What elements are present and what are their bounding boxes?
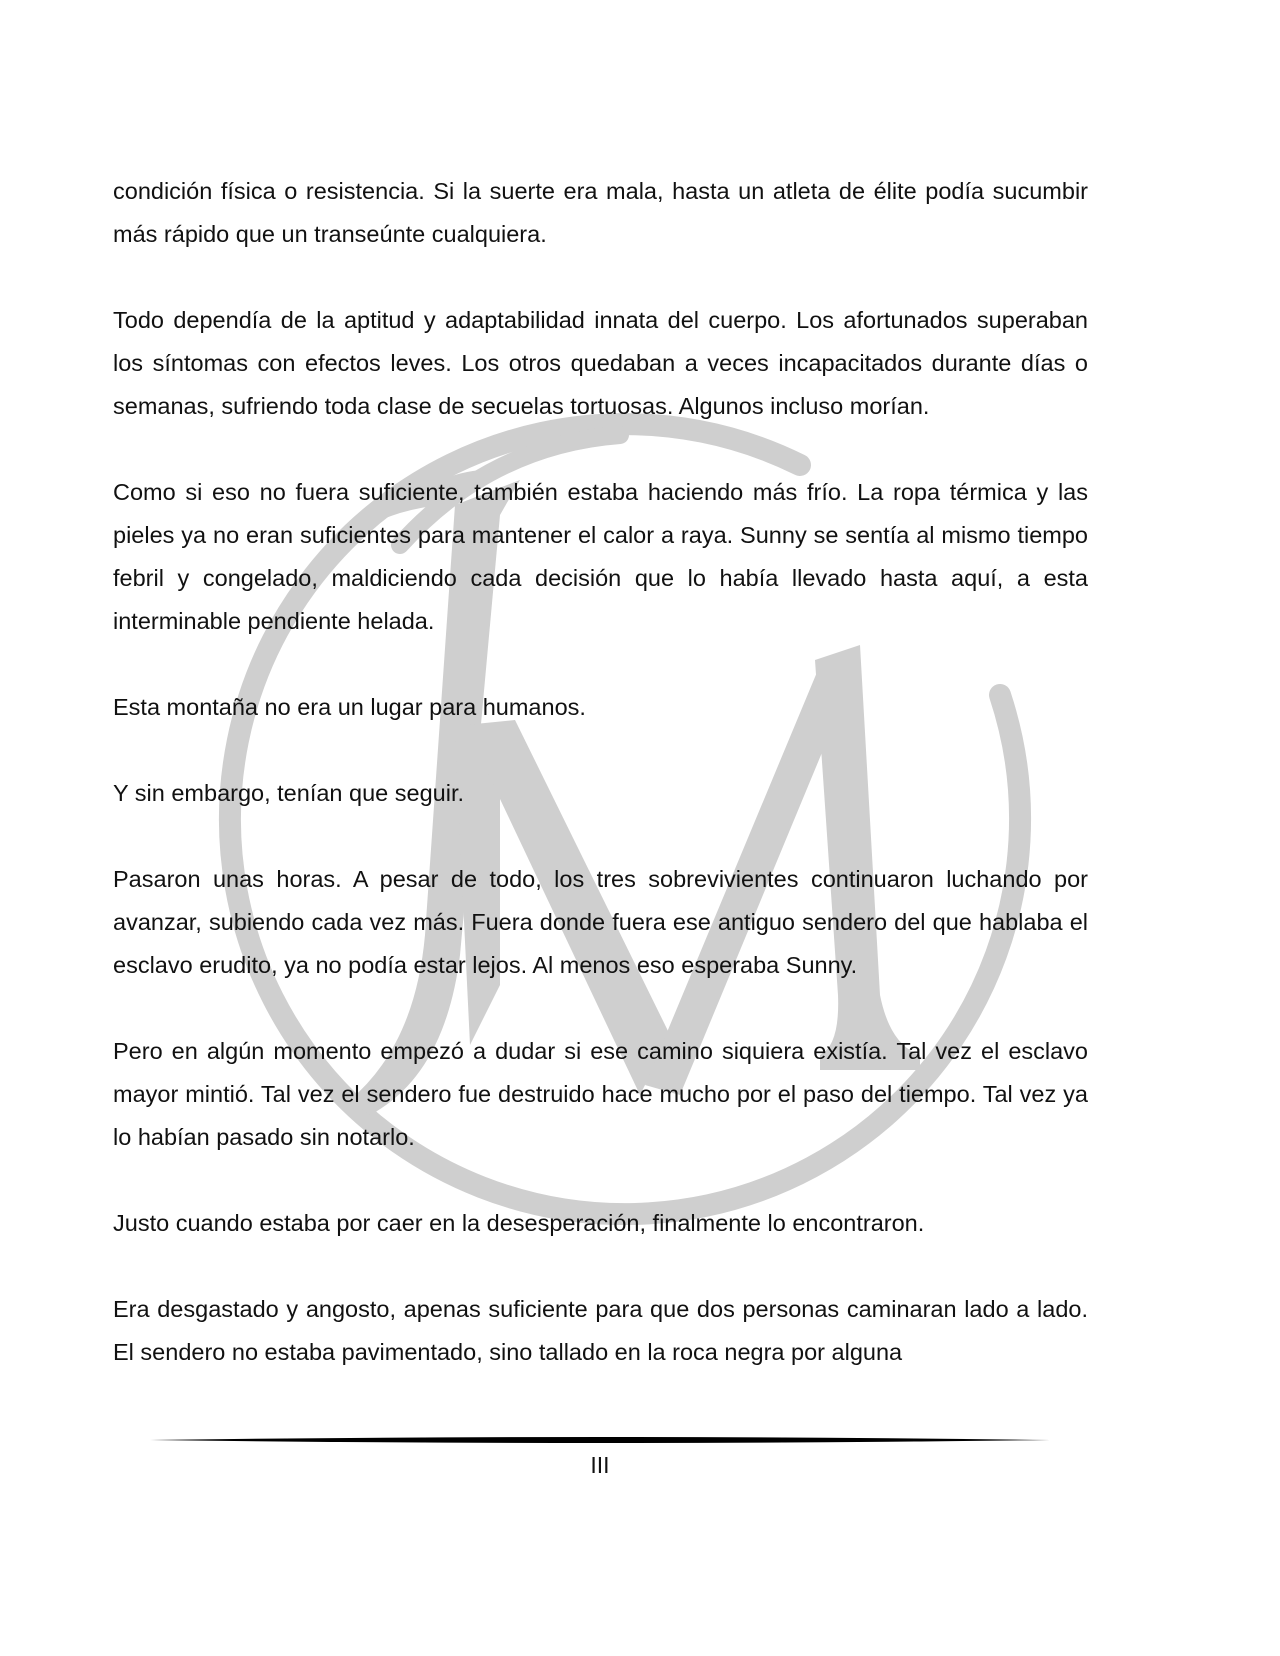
paragraph: Pero en algún momento empezó a dudar si ese camino siquiera existía. Tal vez el esclavo mayor mintió. Tal vez el sendero fue destruido hace mucho por el paso del tiempo. Tal vez ya lo habían pasado sin notarlo. — [113, 1038, 1088, 1150]
paragraph: Era desgastado y angosto, apenas suficiente para que dos personas caminaran lado a lado. El sendero no estaba pavimentado, sino tallado en la roca negra por alguna — [113, 1296, 1088, 1365]
paragraph: Como si eso no fuera suficiente, también estaba haciendo más frío. La ropa térmica y las pieles ya no eran suficientes para mantener el calor a raya. Sunny se sentía al mismo tiempo febril y congelado, maldiciendo cada decisión que lo había llevado hasta aquí, a esta interminable pendiente helada. — [113, 479, 1088, 634]
paragraph: Esta montaña no era un lugar para humanos. — [113, 694, 586, 720]
footer-divider — [150, 1434, 1050, 1446]
paragraph: Y sin embargo, tenían que seguir. — [113, 780, 464, 806]
paragraph: Todo dependía de la aptitud y adaptabilidad innata del cuerpo. Los afortunados superaban los síntomas con efectos leves. Los otros quedaban a veces incapacitados durante días o semanas, sufriendo toda clase de secuelas tortuosas. Algunos incluso morían. — [113, 307, 1088, 419]
body-text — [113, 170, 1088, 1417]
paragraph: condición física o resistencia. Si la suerte era mala, hasta un atleta de élite podía sucumbir más rápido que un transeúnte cualquiera. — [113, 178, 1088, 247]
paragraph: Pasaron unas horas. A pesar de todo, los tres sobrevivientes continuaron luchando por avanzar, subiendo cada vez más. Fuera donde fuera ese antiguo sendero del que hablaba el esclavo erudito, ya no podía estar lejos. Al menos eso esperaba Sunny. — [113, 866, 1088, 978]
paragraph: Justo cuando estaba por caer en la desesperación, finalmente lo encontraron. — [113, 1210, 925, 1236]
page-number: III — [590, 1452, 610, 1478]
